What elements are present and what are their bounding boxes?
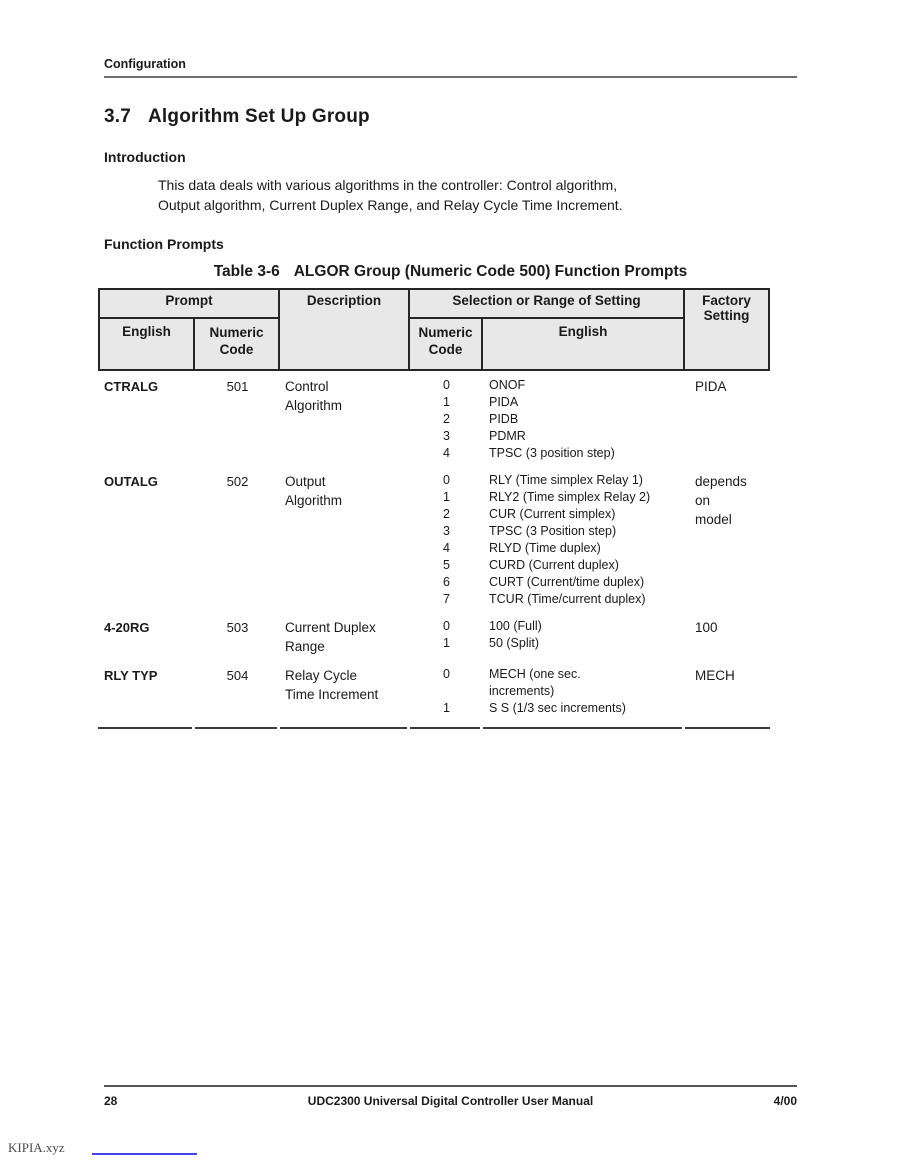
intro-line-2: Output algorithm, Current Duplex Range, and Relay Cycle Time Increment. <box>158 196 623 213</box>
cell-line: Algorithm <box>285 493 343 508</box>
rule-segment <box>280 727 407 729</box>
table-row <box>98 371 770 466</box>
cell-selection-english <box>483 472 685 608</box>
cell-prompt-english: OUTALG <box>104 474 158 489</box>
cell-line: RLY2 (Time simplex Relay 2) <box>489 490 651 504</box>
cell-line: PDMR <box>489 429 526 443</box>
table-caption-label: Table 3-6 <box>213 263 280 280</box>
cell-factory-setting <box>685 666 770 685</box>
cell-selection-codes <box>410 377 483 462</box>
cell-line: TPSC (3 Position step) <box>489 524 617 538</box>
cell-line: CUR (Current simplex) <box>489 507 616 521</box>
cell-line: 4 <box>443 446 450 460</box>
cell-line <box>410 683 483 700</box>
cell-line: 1 <box>443 636 450 650</box>
rule-segment <box>98 727 192 729</box>
footer-page-number: 28 <box>104 1094 118 1108</box>
cell-prompt-english: RLY TYP <box>104 668 158 683</box>
table-header <box>98 288 770 371</box>
cell-description <box>280 472 410 510</box>
cell-line: 5 <box>443 558 450 572</box>
section-number: 3.7 <box>104 106 132 127</box>
page-footer <box>104 1085 797 1108</box>
cell-line: TCUR (Time/current duplex) <box>489 592 646 606</box>
cell-line: PIDB <box>489 412 519 426</box>
cell-line: increments) <box>489 684 555 698</box>
function-prompts-heading: Function Prompts <box>104 236 224 252</box>
cell-description <box>280 377 410 415</box>
cell-line: Time Increment <box>285 687 379 702</box>
cell-selection-codes <box>410 618 483 652</box>
footer-manual-title: UDC2300 Universal Digital Controller User Manual <box>307 1094 594 1108</box>
cell-factory-setting <box>685 472 770 529</box>
cell-line: Current Duplex <box>285 620 376 635</box>
table-row <box>98 612 770 660</box>
cell-selection-english <box>483 618 685 652</box>
cell-line: 1 <box>443 490 450 504</box>
table-bottom-rule <box>98 727 770 729</box>
cell-numeric-code: 503 <box>226 620 249 635</box>
header-prompt: Prompt <box>100 290 280 319</box>
cell-line: 1 <box>443 701 450 715</box>
cell-line: 7 <box>443 592 450 606</box>
table-row <box>98 660 770 721</box>
cell-line: on <box>695 493 711 508</box>
cell-line: CURD (Current duplex) <box>489 558 619 572</box>
rule-segment <box>410 727 480 729</box>
cell-line: TPSC (3 position step) <box>489 446 615 460</box>
table-caption <box>104 263 797 281</box>
table-body <box>98 371 770 721</box>
cell-line: 2 <box>443 412 450 426</box>
cell-line: RLYD (Time duplex) <box>489 541 601 555</box>
header-prompt-numeric-code: Numeric Code <box>195 319 280 369</box>
cell-line: 2 <box>443 507 450 521</box>
cell-line: S S (1/3 sec increments) <box>489 701 626 715</box>
cell-line: ONOF <box>489 378 526 392</box>
introduction-heading: Introduction <box>104 149 186 165</box>
cell-selection-english <box>483 666 685 717</box>
cell-line: 0 <box>443 473 450 487</box>
header-selection: Selection or Range of Setting <box>410 290 685 319</box>
section-heading <box>104 106 370 128</box>
cell-line: Control <box>285 379 329 394</box>
cell-line: depends <box>695 474 747 489</box>
intro-line-1: This data deals with various algorithms in the controller: Control algorithm, <box>158 177 618 193</box>
cell-numeric-code: 502 <box>226 474 249 489</box>
cell-description <box>280 618 410 656</box>
cell-line: RLY (Time simplex Relay 1) <box>489 473 643 487</box>
cell-line: 0 <box>443 667 450 681</box>
cell-line: 6 <box>443 575 450 589</box>
cell-line: model <box>695 512 732 527</box>
cell-factory-setting <box>685 377 770 396</box>
running-header: Configuration <box>104 57 797 78</box>
cell-selection-codes <box>410 472 483 608</box>
cell-line: Algorithm <box>285 398 343 413</box>
rule-segment <box>685 727 770 729</box>
watermark-text: KIPIA.xyz <box>8 1140 65 1155</box>
footer-date: 4/00 <box>773 1094 797 1108</box>
introduction-paragraph <box>158 176 738 215</box>
cell-line: 0 <box>443 619 450 633</box>
cell-factory-setting <box>685 618 770 637</box>
rule-segment <box>483 727 682 729</box>
table-caption-text: ALGOR Group (Numeric Code 500) Function Prompts <box>293 263 688 280</box>
cell-selection-english <box>483 377 685 462</box>
cell-numeric-code: 501 <box>226 379 249 394</box>
cell-line: Output <box>285 474 326 489</box>
cell-line: Range <box>285 639 325 654</box>
cell-selection-codes <box>410 666 483 717</box>
rule-segment <box>195 727 277 729</box>
link-underline[interactable] <box>92 1153 197 1155</box>
cell-numeric-code: 504 <box>226 668 249 683</box>
cell-line: 100 (Full) <box>489 619 542 633</box>
cell-line: CURT (Current/time duplex) <box>489 575 645 589</box>
cell-line: 50 (Split) <box>489 636 540 650</box>
cell-prompt-english: 4-20RG <box>104 620 150 635</box>
cell-line: 3 <box>443 524 450 538</box>
section-title: Algorithm Set Up Group <box>148 106 370 127</box>
cell-line: PIDA <box>695 379 727 394</box>
cell-line: 100 <box>695 620 718 635</box>
header-prompt-english: English <box>100 319 195 369</box>
cell-line: 0 <box>443 378 450 392</box>
cell-description <box>280 666 410 704</box>
header-description: Description <box>280 290 410 369</box>
table-row <box>98 466 770 612</box>
cell-prompt-english: CTRALG <box>104 379 159 394</box>
cell-line: MECH <box>695 668 735 683</box>
cell-line: Relay Cycle <box>285 668 358 683</box>
cell-line: 4 <box>443 541 450 555</box>
header-factory-setting: Factory Setting <box>702 293 751 323</box>
header-selection-numeric-code: Numeric Code <box>410 319 483 369</box>
function-prompts-table <box>98 288 770 729</box>
cell-line: PIDA <box>489 395 519 409</box>
cell-line: 3 <box>443 429 450 443</box>
cell-line: 1 <box>443 395 450 409</box>
header-selection-english: English <box>483 319 685 369</box>
cell-line: MECH (one sec. <box>489 667 581 681</box>
